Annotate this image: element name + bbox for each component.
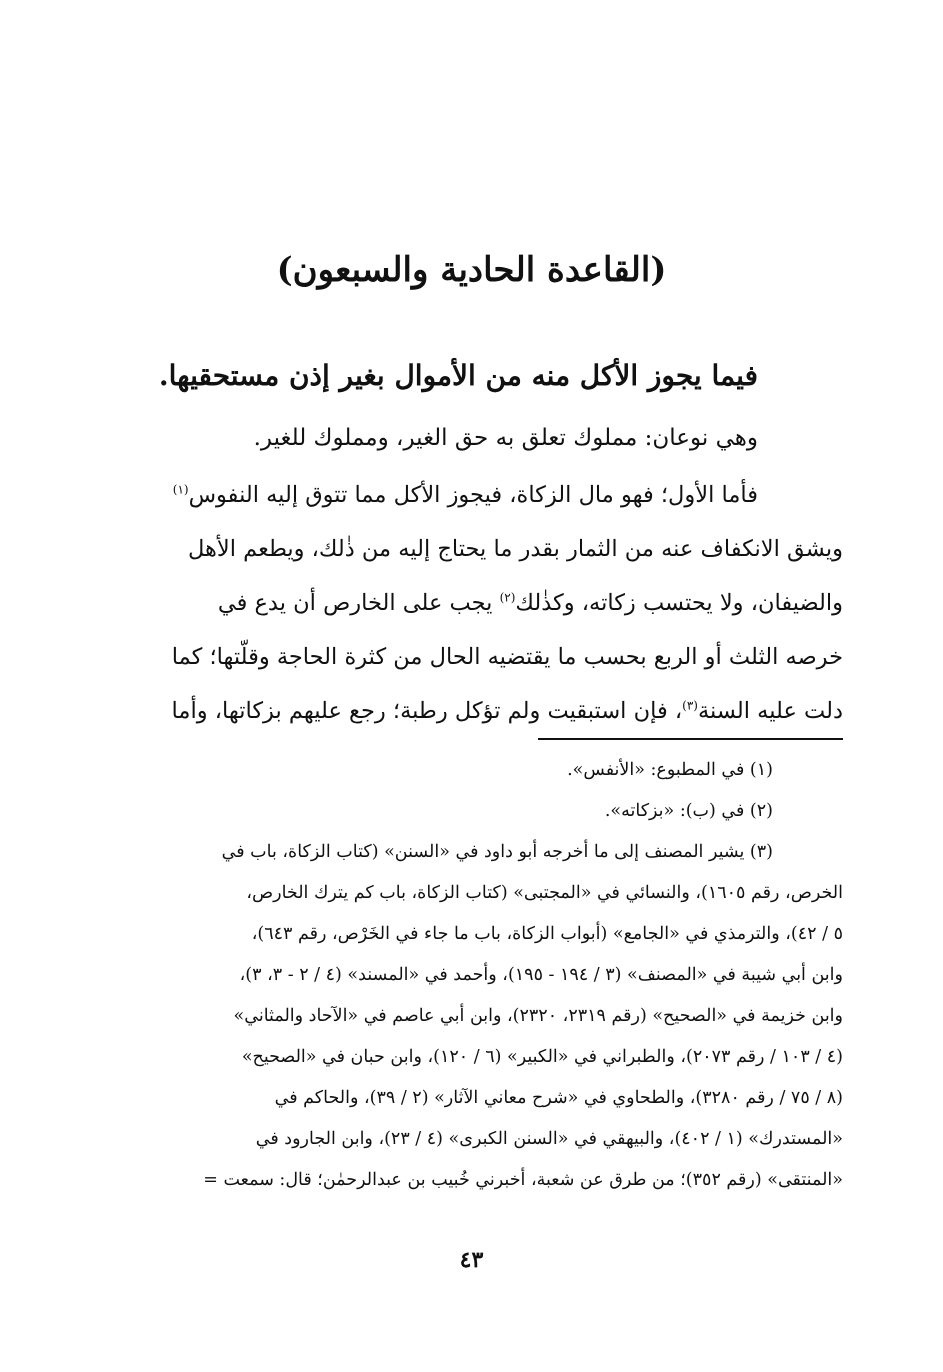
body-line: فأما الأول؛ فهو مال الزكاة، فيجوز الأكل مما تتوق إليه النفوس$^{(١)}$ [172, 482, 758, 508]
footnote-line: (٣) يشير المصنف إلى ما أخرجه أبو داود في «السنن» (كتاب الزكاة، باب في [221, 842, 773, 862]
footnote-line: (٤ / ١٠٣ / رقم ٢٠٧٣)، والطبراني في «الكبير» (٦ / ١٢٠)، وابن حبان في «الصحيح» [241, 1047, 843, 1067]
footnote-line: وابن خزيمة في «الصحيح» (رقم ٢٣١٩، ٢٣٢٠)، وابن أبي عاصم في «الآحاد والمثاني» [233, 1006, 843, 1026]
footnote-ref: (٣) [682, 698, 698, 713]
footnote-line: وابن أبي شيبة في «المصنف» (٣ / ١٩٤ - ١٩٥)، وأحمد في «المسند» (٤ / ٢ - ٣، ٣)، [239, 965, 843, 985]
body-line: خرصه الثلث أو الربع بحسب ما يقتضيه الحال من كثرة الحاجة وقلّتها؛ كما [171, 644, 843, 670]
rule-subtitle: فيما يجوز الأكل منه من الأموال بغير إذن مستحقيها. [158, 359, 758, 392]
body-line: والضيفان، ولا يحتسب زكاته، وكذٰلك$^{(٢)}$ يجب على الخارص أن يدع في [217, 590, 843, 616]
footnote-line: «المنتقى» (رقم ٣٥٢)؛ من طرق عن شعبة، أخبرني خُبيب بن عبدالرحمٰن؛ قال: سمعت = [203, 1170, 843, 1190]
footnotes [100, 750, 843, 1201]
footnote-line: (٢) في (ب): «بزكاته». [604, 801, 773, 821]
body-paragraph [100, 468, 843, 738]
footnote-ref: (١) [172, 482, 189, 497]
intro-paragraph: وهي نوعان: مملوك تعلق به حق الغير، ومملوك للغير. [253, 425, 758, 451]
footnote-line: «المستدرك» (١ / ٤٠٢)، والبيهقي في «السنن الكبرى» (٤ / ٢٣)، وابن الجارود في [255, 1129, 843, 1149]
footnote-separator [538, 738, 843, 740]
body-line: ويشق الانكفاف عنه من الثمار بقدر ما يحتاج إليه من ذٰلك، ويطعم الأهل [187, 536, 843, 562]
footnote-line: (١) في المطبوع: «الأنفس». [567, 760, 773, 780]
footnote-line: الخرص، رقم ١٦٠٥)، والنسائي في «المجتبى» (كتاب الزكاة، باب كم يترك الخارص، [246, 883, 843, 903]
footnote-line: ٥ / ٤٢)، والترمذي في «الجامع» (أبواب الزكاة، باب ما جاء في الخَرْص، رقم ٦٤٣)، [251, 924, 843, 944]
body-line: دلت عليه السنة$^{(٣)}$، فإن استبقيت ولم تؤكل رطبة؛ رجع عليهم بزكاتها، وأما [171, 698, 843, 724]
rule-title: (القاعدة الحادية والسبعون) [276, 250, 667, 290]
page-number: ٤٣ [459, 1247, 484, 1273]
footnote-ref: (٢) [499, 590, 516, 605]
footnote-line: (٨ / ٧٥ / رقم ٣٢٨٠)، والطحاوي في «شرح معاني الآثار» (٢ / ٣٩)، والحاكم في [274, 1088, 843, 1108]
